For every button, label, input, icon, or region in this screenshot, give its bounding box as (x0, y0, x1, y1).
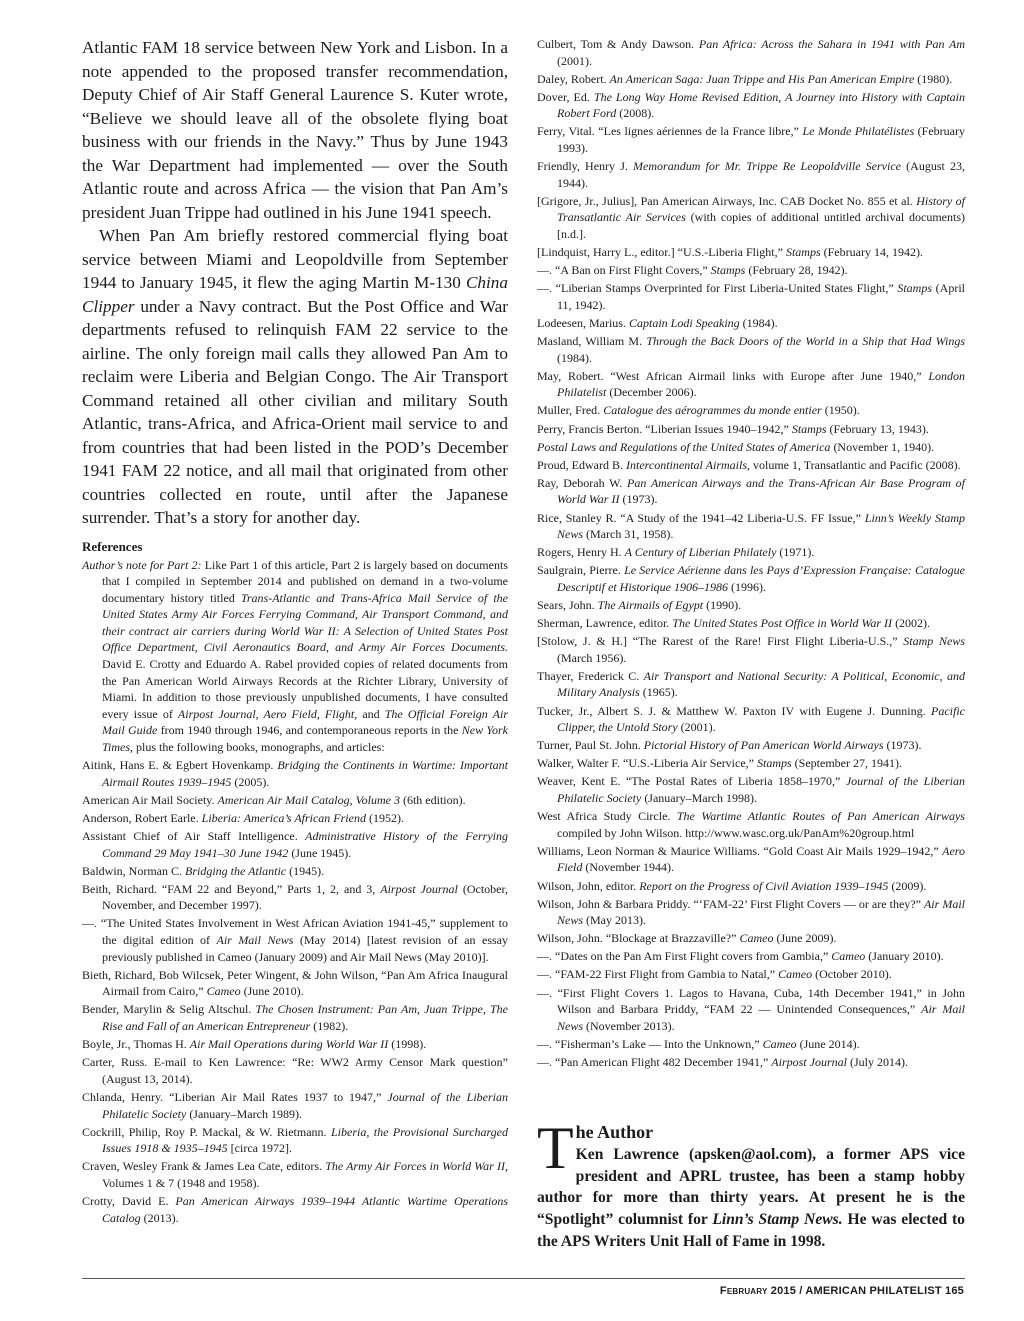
reference-entry (537, 878, 965, 895)
body-paragraph-2 (82, 224, 508, 530)
reference-text: (October, November, and December 1997). (102, 881, 508, 913)
reference-entry (537, 544, 965, 561)
reference-entry (82, 828, 508, 861)
reference-text: (November 1944). (582, 860, 674, 875)
reference-text: Baldwin, Norman C. (82, 863, 185, 878)
reference-text: Weaver, Kent E. “The Postal Rates of Liberia 1858–1970,” (537, 774, 846, 789)
reference-text: (2008). (616, 106, 655, 121)
reference-title: Cameo (778, 967, 813, 982)
reference-title: The Wartime Atlantic Routes of Pan American Airways (676, 809, 965, 824)
reference-text: (April 11, 1942). (557, 281, 965, 312)
reference-title: Linn’s Weekly Stamp News (557, 510, 965, 542)
references-list-left (82, 557, 508, 1227)
left-column (82, 36, 508, 1228)
reference-title: Air Transport and National Security: A Political, Economic, and Military Analysis (557, 668, 965, 700)
reference-title: Le Service Aérienne dans les Pays d’Expression Française: Catalogue Descriptif et Historique 1906–1986 (557, 563, 965, 594)
reference-text: (March 31, 1958). (583, 527, 674, 542)
reference-entry (82, 757, 508, 790)
reference-text: (1982). (310, 1019, 349, 1034)
reference-title: Air Mail News (557, 1002, 965, 1033)
reference-entry (537, 510, 965, 543)
reference-text: (August 23, 1944). (557, 159, 965, 190)
reference-entry (537, 333, 965, 366)
reference-title: Stamps (791, 421, 827, 436)
reference-entry (537, 633, 965, 666)
reference-text: (1965). (639, 685, 678, 700)
reference-title: Pan Africa: Across the Sahara in 1941 with Pan Am (698, 37, 965, 51)
reference-entry (537, 737, 965, 754)
reference-text: (6th edition). (399, 792, 466, 807)
body-text: under a Navy contract. But the Post Office and War departments refused to relinquish FAM 22 service to the airline. The only foreign mail calls they allowed Pan Am to reclaim were Liberia and Belgian Congo. The Air Transport Command retained all other civilian and military South Atlantic, trans-Africa, and Africa-Orient mail service to and from countries that had been listed in the POD’s December 1941 FAM 22 notice, and all mail that originated from other countries collected en route, until after the Japanese surrender. That’s a story for another day. (82, 296, 508, 527)
reference-title: The Long Way Home Revised Edition, A Journey into History with Captain Robert Ford (557, 89, 965, 121)
reference-title: Stamps (710, 263, 746, 278)
reference-text: (June 2010). (240, 984, 304, 999)
reference-text: Culbert, Tom & Andy Dawson. (537, 37, 699, 51)
reference-text: (June 2014). (796, 1036, 860, 1051)
reference-title: Le Monde Philatélistes (802, 124, 915, 139)
footer-month: February (719, 1285, 768, 1297)
reference-text: (2002). (892, 616, 931, 631)
reference-entry (82, 1158, 508, 1191)
reference-text: Friendly, Henry J. (537, 159, 634, 174)
note-text: Like Part 1 of this article, Part 2 is largely based on documents that I compiled in September 2014 and published on demand in a two-volume documentary history titled (102, 557, 508, 605)
reference-title: Intercontinental Airmails, (626, 457, 750, 472)
reference-text: Turner, Paul St. John. (537, 738, 644, 753)
author-heading: he Author (575, 1122, 654, 1142)
note-text: from 1940 through 1946, and contemporaneous reports in the (157, 723, 462, 738)
reference-entry (537, 985, 965, 1035)
reference-title: Memorandum for Mr. Trippe Re Leopoldville Service (633, 159, 901, 174)
reference-text: (1990). (703, 598, 742, 612)
reference-entry (537, 843, 965, 876)
reference-text: (1996). (728, 579, 766, 594)
reference-title: Cameo (831, 949, 866, 964)
reference-text: Volumes 1 & 7 (1948 and 1958). (102, 1175, 260, 1190)
reference-text: (2001). (557, 53, 592, 68)
reference-text: Wilson, John, editor. (537, 878, 640, 893)
reference-title: History of Transatlantic Air Services (557, 193, 965, 225)
reference-entry (537, 89, 965, 122)
reference-text: [Lindquist, Harry L., editor.] “U.S.-Liberia Flight,” (537, 245, 786, 260)
reference-text: (2001). (677, 720, 716, 735)
reference-title: Administrative History of the Ferrying Command 29 May 1941–30 June 1942 (102, 829, 508, 860)
note-title: New York Times, (102, 723, 508, 755)
reference-title: Pan American Airways and the Trans-African Air Base Program of World War II (557, 475, 965, 507)
reference-text: Cockrill, Philip, Roy P. Mackal, & W. Rietmann. (82, 1124, 331, 1139)
reference-entry (537, 280, 965, 313)
reference-text: (1945). (286, 863, 325, 878)
reference-title: Bridging the Continents in Wartime: Important Airmail Routes 1939–1945 (102, 758, 508, 789)
reference-entry (537, 36, 965, 69)
reference-entry (537, 668, 965, 701)
reference-entry (82, 1124, 508, 1157)
reference-entry (82, 863, 508, 880)
reference-entry (537, 930, 965, 947)
reference-title: Stamp News (903, 634, 965, 649)
reference-title: Liberia, the Provisional Surcharged Issues 1918 & 1935–1945 (102, 1124, 509, 1156)
reference-title: The Airmails of Egypt (597, 598, 704, 612)
reference-title: Stamps (757, 756, 792, 771)
reference-text: Williams, Leon Norman & Maurice Williams. “Gold Coast Air Mails 1929–1942,” (537, 843, 943, 858)
reference-title: Airpost Journal (380, 881, 458, 896)
body-text: When Pan Am briefly restored commercial flying boat service between Miami and Leopoldville from September 1944 to January 1945, it flew the aging Martin M-130 (82, 226, 508, 292)
reference-text: (September 27, 1941). (791, 756, 902, 771)
reference-text: (February 28, 1942). (745, 263, 848, 278)
reference-title: The United States Post Office in World War II (672, 616, 893, 631)
reference-entry (537, 315, 965, 332)
reference-entry (537, 402, 965, 419)
reference-text: —. “Liberian Stamps Overprinted for First Liberia-United States Flight,” (537, 281, 898, 296)
page-footer (720, 1285, 964, 1297)
reference-text: Sherman, Lawrence, editor. (537, 616, 673, 631)
reference-text: Lodeesen, Marius. (537, 316, 629, 330)
reference-text: (December 2006). (606, 385, 697, 400)
ship-name: China Clipper (82, 273, 508, 316)
reference-text: Tucker, Jr., Albert S. J. & Matthew W. Paxton IV with Eugene J. Dunning. (537, 703, 932, 718)
reference-entry (82, 881, 508, 914)
reference-text: (November 1, 1940). (830, 439, 935, 454)
reference-text: (1950). (821, 403, 860, 418)
reference-title: Report on the Progress of Civil Aviation 1939–1945 (639, 878, 889, 893)
note-text: David E. Crotty and Eduardo A. Rabel provided copies of related documents from the Pan American World Airways Records at the Richter Library, University of Miami. In addition to those previously unpublished documents, I have consulted every issue of (102, 657, 508, 721)
reference-text: (May 2014) [latest revision of an essay previously published in Cameo (January 2009) and Air Mail News (May 2010)]. (102, 933, 508, 964)
reference-entry (537, 1036, 965, 1053)
reference-text: —. “Dates on the Pan Am First Flight covers from Gambia,” (537, 949, 832, 964)
reference-text: American Air Mail Society. (82, 792, 218, 807)
reference-text: (May 2013). (583, 913, 647, 928)
reference-text: (October 2010). (812, 967, 892, 982)
authors-note (82, 557, 508, 756)
reference-text: —. “First Flight Covers 1. Lagos to Havana, Cuba, 14th December 1941,” in John Wilson and Barbara Priddy, “FAM 22 — Unintended Consequences,” (537, 985, 965, 1017)
body-paragraph-1: Atlantic FAM 18 service between New York and Lisbon. In a note appended to the proposed transfer recommendation, Deputy Chief of Air Staff General Laurence S. Kuter wrote, “Believe we should leave all of the obsolete flying boat business with our friends in the Navy.” Thus by June 1943 the War Department had implemented — over the South Atlantic route and across Africa — the vision that Pan Am’s president Juan Trippe had outlined in his June 1941 speech. (82, 38, 508, 222)
reference-text: (February 13, 1943). (826, 421, 929, 436)
reference-title: Air Mail News (216, 933, 294, 948)
reference-text: Carter, Russ. E-mail to Ken Lawrence: “Re: WW2 Army Censor Mark question” (August 13, 2014). (82, 1055, 508, 1086)
reference-text: (January–March 1989). (186, 1106, 302, 1121)
reference-text: —. “A Ban on First Flight Covers,” (537, 263, 711, 278)
reference-text: Ray, Deborah W. (537, 475, 628, 490)
reference-text: (March 1956). (557, 650, 627, 665)
reference-title: American Air Mail Catalog, Volume 3 (217, 792, 400, 807)
reference-text: Wilson, John & Barbara Priddy. “‘FAM-22’ First Flight Covers — or are they?” (537, 896, 924, 911)
reference-text: Ferry, Vital. “Les lignes aériennes de la France libre,” (537, 124, 803, 139)
reference-title: London Philatelist (557, 368, 965, 400)
reference-text: —. “Pan American Flight 482 December 1941,” (537, 1054, 772, 1069)
about-the-author (537, 1115, 965, 1253)
reference-text: (1984). (557, 350, 592, 365)
reference-text: Boyle, Jr., Thomas H. (82, 1037, 190, 1052)
reference-text: Thayer, Frederick C. (537, 668, 644, 683)
reference-entry (537, 158, 965, 191)
reference-text: Walker, Walter F. “U.S.-Liberia Air Service,” (537, 756, 757, 771)
reference-entry (537, 244, 965, 261)
reference-text: (with copies of additional untitled archival documents) [n.d.]. (557, 210, 966, 242)
reference-entry (537, 262, 965, 279)
reference-title: Journal of the Liberian Philatelic Society (557, 774, 965, 806)
reference-text: Anderson, Robert Earle. (82, 810, 202, 825)
reference-text: volume 1, Transatlantic and Pacific (2008). (750, 457, 961, 472)
reference-title: Pan American Airways 1939–1944 Atlantic Wartime Operations Catalog (102, 1193, 508, 1225)
reference-title: Catalogue des aérogrammes du monde entier (603, 403, 822, 418)
reference-title: Bridging the Atlantic (185, 863, 287, 878)
reference-entry (537, 368, 965, 401)
bio-text: He was elected to the APS Writers Unit Hall of Fame in 1998. (537, 1211, 965, 1250)
reference-title: Pictorial History of Pan American World Airways (643, 738, 884, 753)
reference-text: —. “FAM-22 First Flight from Gambia to Natal,” (537, 967, 779, 982)
author-bio (537, 1144, 965, 1253)
note-label: Author’s note for Part 2: (82, 557, 202, 572)
reference-text: —. “The United States Involvement in West African Aviation 1941-45,” supplement to the digital edition of (82, 916, 508, 948)
reference-text: Dover, Ed. (537, 89, 594, 104)
reference-text: [circa 1972]. (227, 1141, 292, 1156)
reference-title: Stamps (897, 281, 932, 296)
reference-entry (82, 1001, 508, 1034)
reference-title: Pacific Clipper, the Untold Story (557, 703, 965, 735)
reference-entry (82, 915, 508, 965)
reference-entry (82, 967, 508, 1000)
reference-title: Cameo (206, 984, 241, 999)
reference-text: [Grigore, Jr., Julius], Pan American Airways, Inc. CAB Docket No. 855 et al. (537, 193, 917, 208)
reference-text: Daley, Robert. (537, 71, 610, 86)
reference-title: Air Mail Operations during World War II (189, 1037, 389, 1052)
references-heading: References (82, 538, 143, 554)
footer-rule (82, 1278, 965, 1279)
reference-text: compiled by John Wilson. http://www.wasc.org.uk/PanAm%20group.html (557, 825, 915, 840)
reference-text: (June 1945). (288, 845, 352, 860)
reference-title: Liberia: America’s African Friend (201, 810, 366, 825)
reference-entry (537, 808, 965, 841)
reference-text: Bender, Marylin & Selig Altschul. (82, 1002, 256, 1017)
references-list-right (537, 36, 965, 1071)
reference-text: Aitink, Hans E. & Egbert Hovenkamp. (82, 758, 278, 773)
reference-text: Proud, Edward B. (537, 457, 626, 472)
reference-text: Assistant Chief of Air Staff Intelligence. (82, 829, 306, 843)
reference-entry (537, 475, 965, 508)
reference-title: Through the Back Doors of the World in a Ship that Had Wings (646, 334, 965, 349)
reference-text: Bieth, Richard, Bob Wilcsek, Peter Wingent, & John Wilson, “Pan Am Africa Inaugural Airmail from Cairo,” (82, 967, 508, 999)
reference-text: (1980). (914, 71, 953, 86)
reference-text: (July 2014). (846, 1054, 908, 1069)
reference-text: (1952). (365, 810, 404, 825)
reference-entry (537, 1054, 965, 1071)
reference-entry (537, 597, 965, 614)
reference-text: Chlanda, Henry. “Liberian Air Mail Rates 1937 to 1947,” (82, 1089, 388, 1104)
reference-entry (82, 1193, 508, 1226)
reference-text: (1973). (883, 738, 922, 753)
note-text: plus the following books, monographs, and articles: (133, 740, 385, 755)
reference-title: Aero Field (557, 843, 965, 875)
reference-text: (1984). (739, 316, 778, 330)
reference-entry (82, 792, 508, 809)
reference-title: Air Mail News (557, 896, 965, 928)
reference-text: Perry, Francis Berton. “Liberian Issues 1940–1942,” (537, 421, 792, 436)
reference-text: Rice, Stanley R. “A Study of the 1941–42 Liberia-U.S. FF Issue,” (537, 510, 865, 525)
reference-text: —. “Fisherman’s Lake — Into the Unknown,” (537, 1036, 763, 1051)
note-title: Trans-Atlantic and Trans-Africa Mail Service of the United States Army Air Forces Ferrying Command, Air Transport Command, and their contract air carriers during World War II: A Selection of United States Post Office Department, Civil Aeronautics Board, and Army Air Forces Documents. (102, 590, 508, 655)
reference-text: Sears, John. (537, 598, 598, 612)
reference-text: (November 2013). (583, 1018, 675, 1033)
reference-text: (January–March 1998). (641, 791, 757, 806)
reference-text: May, Robert. “West African Airmail links with Europe after June 1940,” (537, 368, 929, 383)
reference-text: Muller, Fred. (537, 403, 604, 418)
reference-entry (82, 1054, 508, 1087)
reference-title: Cameo (762, 1036, 797, 1051)
reference-entry (537, 562, 965, 595)
reference-text: (1971). (776, 545, 815, 560)
reference-entry (82, 810, 508, 827)
note-title: The Official Foreign Air Mail Guide (102, 706, 508, 738)
reference-text: (2009). (888, 878, 927, 893)
reference-text: Craven, Wesley Frank & James Lea Cate, editors. (82, 1159, 326, 1174)
note-text: and (357, 706, 385, 721)
reference-entry (537, 948, 965, 965)
reference-text: Saulgrain, Pierre. (537, 563, 625, 578)
reference-entry (537, 615, 965, 632)
note-title: Airpost Journal, Aero Field, Flight, (177, 706, 358, 721)
reference-entry (537, 966, 965, 983)
reference-title: An American Saga: Juan Trippe and His Pan American Empire (609, 71, 915, 86)
reference-entry (537, 421, 965, 438)
reference-entry (82, 1036, 508, 1053)
reference-title: Postal Laws and Regulations of the United States of America (537, 439, 831, 454)
reference-entry (537, 123, 965, 156)
reference-title: Captain Lodi Speaking (628, 316, 740, 330)
reference-text: (January 2010). (865, 949, 944, 964)
reference-text: (2013). (140, 1210, 179, 1225)
reference-text: (February 1993). (557, 124, 966, 156)
reference-entry (537, 439, 965, 456)
reference-text: Beith, Richard. “FAM 22 and Beyond,” Parts 1, 2, and 3, (82, 881, 381, 896)
publication-name: Linn’s Stamp News. (712, 1211, 843, 1229)
right-column (537, 36, 965, 1072)
reference-text: (June 2009). (773, 931, 837, 946)
reference-entry (537, 71, 965, 88)
bio-text: Ken Lawrence (apsken@aol.com), a former APS vice president and APRL trustee, has been a stamp hobby author for more than thirty years. At present he is the “Spotlight” columnist for (537, 1145, 965, 1229)
reference-title: The Army Air Forces in World War II, (325, 1159, 509, 1174)
reference-text: (1998). (388, 1037, 427, 1052)
reference-title: Stamps (785, 245, 821, 260)
reference-entry (537, 193, 965, 243)
reference-text: Rogers, Henry H. (537, 545, 625, 560)
left-refs (82, 757, 508, 1226)
reference-title: Cameo (739, 931, 774, 946)
reference-entry (537, 457, 965, 474)
reference-text: Masland, William M. (537, 334, 647, 349)
reference-entry (537, 703, 965, 736)
dropcap: T (537, 1115, 574, 1181)
reference-text: (February 14, 1942). (820, 245, 923, 260)
reference-text: West Africa Study Circle. (537, 809, 677, 824)
reference-text: (2005). (231, 774, 270, 789)
reference-entry (537, 755, 965, 772)
reference-title: Journal of the Liberian Philatelic Society (102, 1089, 508, 1121)
article-body (82, 36, 508, 530)
reference-entry (537, 896, 965, 929)
reference-entry (82, 1089, 508, 1122)
reference-text: Wilson, John. “Blockage at Brazzaville?” (537, 931, 740, 946)
reference-title: The Chosen Instrument: Pan Am, Juan Trippe, The Rise and Fall of an American Entrepreneur (102, 1002, 508, 1034)
reference-title: A Century of Liberian Philately (624, 545, 777, 560)
reference-text: (1973). (619, 492, 658, 507)
reference-entry (537, 773, 965, 806)
reference-text: [Stolow, J. & H.] “The Rarest of the Rare! First Flight Liberia-U.S.,” (537, 634, 904, 649)
reference-text: Crotty, David E. (82, 1193, 176, 1208)
reference-title: Airpost Journal (771, 1054, 847, 1069)
footer-text: 2015 / AMERICAN PHILATELIST 165 (767, 1285, 964, 1297)
